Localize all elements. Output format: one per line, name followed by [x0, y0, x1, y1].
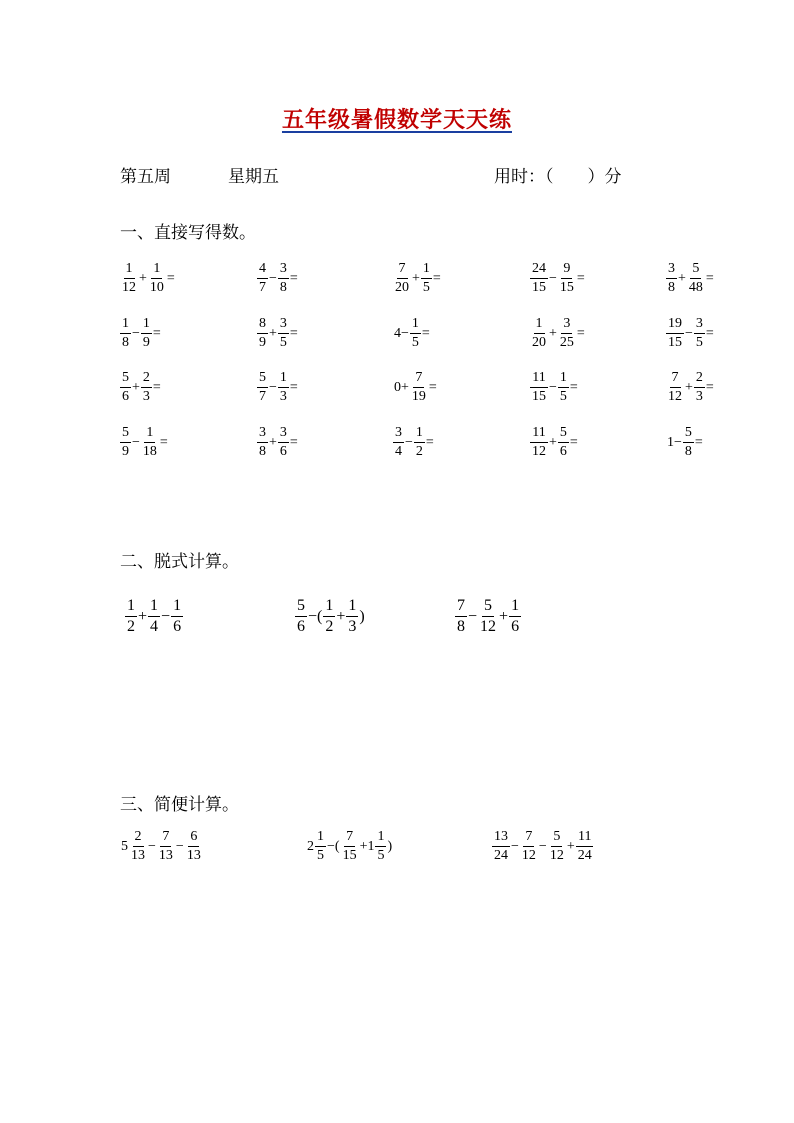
denominator: 13 — [131, 848, 145, 863]
denominator: 15 — [532, 280, 546, 295]
operator: = — [166, 270, 175, 286]
fraction — [530, 371, 548, 404]
numerator: 3 — [257, 426, 268, 443]
numerator: 5 — [690, 262, 701, 279]
fraction — [530, 262, 548, 295]
math-expression — [455, 598, 521, 635]
denominator: 3 — [695, 389, 703, 404]
denominator: 2 — [325, 618, 334, 635]
fraction — [257, 317, 268, 350]
fraction — [410, 317, 421, 350]
operator: + — [566, 838, 575, 854]
denominator: 12 — [532, 444, 546, 459]
fraction — [393, 426, 404, 459]
numerator: 7 — [160, 830, 171, 847]
math-expression — [666, 317, 715, 350]
numerator: 3 — [666, 262, 677, 279]
denominator: 3 — [142, 389, 150, 404]
denominator: 3 — [348, 618, 357, 635]
fraction — [125, 598, 137, 635]
denominator: 8 — [457, 618, 465, 635]
numerator: 7 — [455, 598, 467, 617]
denominator: 6 — [122, 389, 129, 404]
operator: = — [569, 379, 578, 395]
numerator: 5 — [683, 426, 694, 443]
fraction — [120, 371, 131, 404]
numerator: 11 — [576, 830, 593, 847]
operator: = — [428, 379, 437, 395]
fraction — [278, 317, 289, 350]
denominator: 12 — [480, 618, 497, 635]
operator: 5 — [121, 838, 128, 854]
fraction — [530, 317, 548, 350]
denominator: 18 — [142, 444, 157, 459]
operator: − — [549, 379, 557, 395]
operator: +1 — [359, 838, 375, 854]
math-expression — [120, 371, 162, 404]
math-expression — [120, 317, 162, 350]
operator: − — [538, 838, 547, 854]
day-label: 星期五 — [228, 167, 279, 187]
operator: + — [678, 270, 686, 286]
operator: − — [511, 838, 519, 854]
math-expression — [393, 371, 438, 404]
numerator: 7 — [523, 830, 534, 847]
denominator: 9 — [122, 444, 129, 459]
math-expression — [120, 830, 203, 863]
denominator: 15 — [342, 848, 357, 863]
operator: 4− — [394, 325, 409, 341]
time-field[interactable]: 用时：（ ）分 — [494, 167, 622, 187]
fraction — [478, 598, 498, 635]
fraction — [666, 317, 684, 350]
fraction — [455, 598, 467, 635]
math-expression — [257, 262, 299, 295]
numerator: 9 — [561, 262, 572, 279]
denominator: 25 — [559, 335, 574, 350]
section-1-heading: 一、直接写得数。 — [120, 223, 256, 243]
numerator: 11 — [530, 426, 547, 443]
denominator: 20 — [532, 335, 546, 350]
numerator: 2 — [694, 371, 705, 388]
numerator: 1 — [421, 262, 432, 279]
operator: = — [289, 434, 298, 450]
denominator: 5 — [317, 848, 324, 863]
fraction — [141, 426, 159, 459]
denominator: 10 — [149, 280, 164, 295]
denominator: 24 — [577, 848, 592, 863]
math-expression — [530, 262, 586, 295]
operator: − — [161, 607, 171, 625]
operator: − — [468, 607, 478, 625]
denominator: 5 — [377, 848, 385, 863]
operator: + — [139, 270, 147, 286]
numerator: 5 — [120, 371, 131, 388]
math-expression — [393, 317, 431, 350]
operator: = — [159, 434, 168, 450]
operator: 0+ — [394, 379, 409, 395]
denominator: 9 — [259, 335, 266, 350]
numerator: 3 — [278, 262, 289, 279]
operator: = — [569, 434, 578, 450]
denominator: 6 — [297, 618, 305, 635]
operator: = — [289, 379, 298, 395]
fraction — [694, 371, 705, 404]
operator: + — [549, 325, 557, 341]
numerator: 7 — [670, 371, 681, 388]
operator: − — [175, 838, 184, 854]
fraction — [520, 830, 538, 863]
fraction — [576, 830, 594, 863]
numerator: 2 — [141, 371, 152, 388]
fraction — [410, 371, 428, 404]
numerator: 3 — [278, 426, 289, 443]
numerator: 1 — [141, 317, 152, 334]
fraction — [148, 598, 160, 635]
operator: = — [705, 379, 714, 395]
denominator: 8 — [279, 280, 287, 295]
operator: − — [132, 434, 140, 450]
operator: + — [412, 270, 420, 286]
fraction — [558, 317, 576, 350]
fraction — [129, 830, 147, 863]
numerator: 11 — [530, 371, 547, 388]
numerator: 1 — [171, 598, 183, 617]
fraction — [120, 426, 131, 459]
fraction — [346, 598, 358, 635]
denominator: 24 — [494, 848, 508, 863]
operator: = — [289, 270, 298, 286]
math-expression — [530, 371, 579, 404]
math-expression — [125, 598, 183, 635]
numerator: 8 — [257, 317, 268, 334]
operator: = — [152, 379, 161, 395]
denominator: 8 — [259, 444, 266, 459]
denominator: 48 — [688, 280, 703, 295]
math-expression — [295, 598, 366, 635]
operator: = — [152, 325, 161, 341]
denominator: 8 — [122, 335, 129, 350]
math-expression — [666, 426, 704, 459]
numerator: 5 — [482, 598, 494, 617]
fraction — [393, 262, 411, 295]
operator: − — [148, 838, 156, 854]
fraction — [278, 262, 289, 295]
denominator: 13 — [158, 848, 173, 863]
denominator: 6 — [511, 618, 520, 635]
math-expression — [492, 830, 594, 863]
operator: −( — [308, 607, 323, 625]
numerator: 5 — [257, 371, 268, 388]
denominator: 19 — [411, 389, 426, 404]
math-expression — [530, 317, 586, 350]
math-expression — [666, 262, 715, 295]
numerator: 1 — [323, 598, 335, 617]
operator: + — [132, 379, 140, 395]
numerator: 4 — [257, 262, 268, 279]
operator: − — [269, 270, 277, 286]
operator: = — [421, 325, 430, 341]
operator: = — [705, 325, 714, 341]
operator: + — [499, 607, 509, 625]
numerator: 1 — [509, 598, 521, 617]
numerator: 3 — [278, 317, 289, 334]
operator: + — [269, 434, 277, 450]
denominator: 3 — [279, 389, 287, 404]
numerator: 1 — [315, 830, 326, 847]
denominator: 12 — [122, 280, 136, 295]
numerator: 5 — [295, 598, 307, 617]
numerator: 1 — [346, 598, 358, 617]
numerator: 24 — [530, 262, 548, 279]
numerator: 1 — [278, 371, 289, 388]
denominator: 20 — [395, 280, 409, 295]
numerator: 1 — [414, 426, 425, 443]
math-expression — [393, 262, 442, 295]
numerator: 5 — [551, 830, 562, 847]
denominator: 4 — [150, 618, 159, 635]
operator: = — [576, 270, 585, 286]
numerator: 3 — [393, 426, 404, 443]
denominator: 5 — [411, 335, 419, 350]
fraction — [141, 371, 152, 404]
numerator: 1 — [558, 371, 569, 388]
numerator: 7 — [344, 830, 355, 847]
fraction — [171, 598, 183, 635]
fraction — [492, 830, 510, 863]
operator: + — [269, 325, 277, 341]
fraction — [278, 426, 289, 459]
operator: ) — [359, 607, 365, 625]
denominator: 12 — [521, 848, 536, 863]
fraction — [509, 598, 521, 635]
denominator: 12 — [549, 848, 564, 863]
fraction — [530, 426, 548, 459]
fraction — [141, 317, 152, 350]
denominator: 6 — [559, 444, 567, 459]
operator: = — [576, 325, 585, 341]
fraction — [295, 598, 307, 635]
numerator: 1 — [120, 317, 131, 334]
section-3-heading: 三、简便计算。 — [120, 795, 239, 815]
denominator: 9 — [142, 335, 150, 350]
denominator: 6 — [279, 444, 287, 459]
operator: + — [336, 607, 346, 625]
page-title: 五年级暑假数学天天练 — [281, 107, 512, 133]
denominator: 5 — [559, 389, 567, 404]
numerator: 3 — [694, 317, 705, 334]
numerator: 1 — [124, 262, 135, 279]
fraction — [257, 371, 268, 404]
denominator: 15 — [559, 280, 574, 295]
operator: = — [432, 270, 441, 286]
fraction — [278, 371, 289, 404]
fraction — [257, 262, 268, 295]
numerator: 2 — [133, 830, 144, 847]
section-2-heading: 二、脱式计算。 — [120, 552, 239, 572]
fraction — [157, 830, 175, 863]
operator: = — [694, 434, 703, 450]
operator: + — [685, 379, 693, 395]
fraction — [375, 830, 386, 863]
numerator: 3 — [561, 317, 572, 334]
numerator: 13 — [492, 830, 510, 847]
denominator: 5 — [279, 335, 287, 350]
fraction — [120, 262, 138, 295]
math-expression — [120, 426, 169, 459]
numerator: 5 — [558, 426, 569, 443]
operator: ) — [387, 838, 393, 854]
numerator: 1 — [148, 598, 160, 617]
fraction — [548, 830, 566, 863]
fraction — [323, 598, 335, 635]
numerator: 5 — [120, 426, 131, 443]
operator: − — [132, 325, 140, 341]
denominator: 7 — [259, 280, 266, 295]
operator: = — [425, 434, 434, 450]
numerator: 1 — [375, 830, 386, 847]
numerator: 1 — [534, 317, 545, 334]
math-expression — [530, 426, 579, 459]
operator: −( — [327, 838, 340, 854]
fraction — [558, 371, 569, 404]
operator: + — [549, 434, 557, 450]
numerator: 6 — [188, 830, 199, 847]
operator: = — [289, 325, 298, 341]
denominator: 15 — [668, 335, 682, 350]
denominator: 2 — [415, 444, 423, 459]
fraction — [683, 426, 694, 459]
fraction — [421, 262, 432, 295]
fraction — [666, 262, 677, 295]
fraction — [315, 830, 326, 863]
operator: 1− — [667, 434, 682, 450]
numerator: 7 — [413, 371, 424, 388]
math-expression — [393, 426, 435, 459]
math-expression — [666, 371, 715, 404]
fraction — [185, 830, 203, 863]
denominator: 7 — [259, 389, 266, 404]
denominator: 8 — [668, 280, 675, 295]
week-label: 第五周 — [120, 167, 171, 187]
numerator: 7 — [397, 262, 408, 279]
numerator: 1 — [410, 317, 421, 334]
operator: − — [269, 379, 277, 395]
math-expression — [120, 262, 176, 295]
fraction — [694, 317, 705, 350]
operator: 2 — [307, 838, 314, 854]
numerator: 1 — [151, 262, 162, 279]
denominator: 12 — [668, 389, 682, 404]
denominator: 5 — [695, 335, 703, 350]
fraction — [666, 371, 684, 404]
denominator: 2 — [127, 618, 135, 635]
fraction — [341, 830, 359, 863]
operator: − — [685, 325, 693, 341]
numerator: 19 — [666, 317, 684, 334]
operator: + — [138, 607, 148, 625]
math-expression — [257, 317, 299, 350]
fraction — [687, 262, 705, 295]
denominator: 6 — [173, 618, 182, 635]
fraction — [558, 426, 569, 459]
numerator: 1 — [125, 598, 137, 617]
denominator: 8 — [684, 444, 692, 459]
math-expression — [257, 371, 299, 404]
fraction — [414, 426, 425, 459]
denominator: 13 — [186, 848, 201, 863]
denominator: 15 — [532, 389, 546, 404]
fraction — [257, 426, 268, 459]
operator: − — [549, 270, 557, 286]
denominator: 5 — [422, 280, 430, 295]
fraction — [148, 262, 166, 295]
denominator: 4 — [395, 444, 402, 459]
numerator: 1 — [144, 426, 155, 443]
math-expression — [257, 426, 299, 459]
operator: = — [705, 270, 714, 286]
fraction — [120, 317, 131, 350]
fraction — [558, 262, 576, 295]
operator: − — [405, 434, 413, 450]
math-expression — [306, 830, 393, 863]
